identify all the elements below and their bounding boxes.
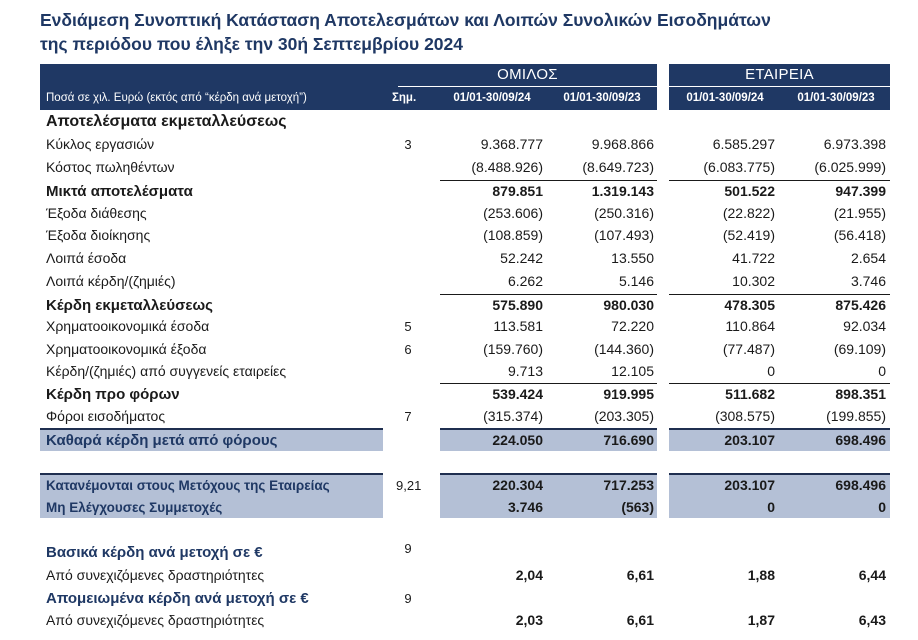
value-company-2024: 6.585.297	[712, 136, 775, 152]
value-company-2023: 947.399	[835, 183, 886, 199]
row-note	[396, 224, 420, 247]
statement-title	[40, 8, 910, 56]
period-header-group-2024: 01/01-30/09/24	[453, 92, 531, 104]
row-note	[396, 156, 420, 179]
row-note	[396, 247, 420, 270]
value-group-2024: (159.760)	[483, 341, 543, 357]
value-group-2023: (250.316)	[594, 205, 654, 221]
row-label: Λοιπά κέρδη/(ζημιές)	[46, 273, 176, 289]
value-company-2023: (6.025.999)	[814, 159, 886, 175]
value-company-2024: 203.107	[724, 477, 775, 493]
table-row	[40, 224, 890, 247]
row-note	[396, 202, 420, 225]
value-group-2024: 224.050	[492, 432, 543, 448]
value-group-2023: 716.690	[603, 432, 654, 448]
value-group-2023: (144.360)	[594, 341, 654, 357]
value-company-2024: 10.302	[732, 273, 775, 289]
value-group-2023: 717.253	[603, 477, 654, 493]
row-label: Χρηματοοικονομικά έξοδα	[46, 341, 207, 357]
value-company-2024: 501.522	[724, 183, 775, 199]
value-group-2023: (203.305)	[594, 408, 654, 424]
eps-basic-heading	[40, 541, 890, 564]
value-company-2024: 1,87	[747, 612, 775, 628]
value-company-2023: 6,44	[858, 567, 886, 583]
period-header-company-2024: 01/01-30/09/24	[686, 92, 764, 104]
value-company-2024: 203.107	[724, 432, 775, 448]
title-line-2: της περιόδου που έληξε την 30ή Σεπτεμβρίου 2024	[40, 34, 463, 54]
value-group-2024: (315.374)	[483, 408, 543, 424]
row-label: Απομειωμένα κέρδη ανά μετοχή σε €	[46, 590, 309, 607]
table-row-net-profit	[40, 429, 890, 452]
value-company-2023: 898.351	[835, 386, 886, 402]
row-label: Από συνεχιζόμενες δραστηριότητες	[46, 567, 265, 583]
value-company-2024: (6.083.775)	[703, 159, 775, 175]
value-company-2023: 3.746	[850, 273, 886, 289]
value-company-2024: (77.487)	[722, 341, 775, 357]
value-group-2024: 220.304	[492, 477, 543, 493]
value-company-2023: (56.418)	[833, 227, 886, 243]
value-group-2023: 6,61	[626, 567, 654, 583]
value-company-2024: 511.682	[725, 386, 775, 402]
value-group-2023: 1.319.143	[591, 183, 654, 199]
row-label: Μικτά αποτελέσματα	[46, 183, 193, 200]
row-note: 3	[404, 137, 412, 152]
table-row-subtotal	[40, 383, 890, 406]
row-label: Μη Ελέγχουσες Συμμετοχές	[46, 500, 223, 515]
value-company-2024: 478.305	[724, 297, 775, 313]
table-row	[40, 202, 890, 225]
value-company-2024: (308.575)	[715, 408, 775, 424]
eps-diluted-heading	[40, 587, 890, 610]
value-company-2023: 875.426	[835, 297, 886, 313]
value-company-2024: 0	[767, 499, 775, 515]
value-company-2023: 0	[878, 499, 886, 515]
table-row-subtotal	[40, 294, 890, 317]
period-header-group-2023: 01/01-30/09/23	[563, 92, 641, 104]
value-company-2023: 6.973.398	[823, 136, 886, 152]
value-group-2024: 9.713	[507, 363, 543, 379]
value-company-2023: 0	[878, 363, 886, 379]
row-note	[396, 429, 420, 452]
value-group-2024: (108.859)	[483, 227, 543, 243]
group-underline	[398, 86, 657, 87]
table-row-non-controlling	[40, 496, 890, 519]
value-company-2023: (21.955)	[833, 205, 886, 221]
table-row	[40, 609, 890, 632]
row-note	[396, 270, 420, 293]
table-row	[40, 315, 890, 338]
row-label: Κέρδη/(ζημιές) από συγγενείς εταιρείες	[46, 363, 287, 379]
title-line-1: Ενδιάμεση Συνοπτική Κατάσταση Αποτελεσμάτων και Λοιπών Συνολικών Εισοδημάτων	[40, 10, 771, 30]
row-note: 9,21	[396, 478, 422, 493]
row-note: 9	[404, 591, 412, 606]
value-group-2024: 575.890	[492, 297, 543, 313]
row-note	[396, 180, 420, 203]
value-group-2024: 2,04	[515, 567, 543, 583]
value-company-2023: (199.855)	[826, 408, 886, 424]
value-group-2024: 539.424	[492, 386, 543, 402]
row-label: Βασικά κέρδη ανά μετοχή σε €	[46, 544, 263, 561]
row-label: Κέρδη προ φόρων	[46, 386, 180, 403]
value-group-2024: 2,03	[515, 612, 543, 628]
period-header-company-2023: 01/01-30/09/23	[797, 92, 875, 104]
row-note	[396, 609, 420, 632]
row-note	[396, 496, 420, 519]
row-note: 7	[404, 409, 412, 424]
table-row	[40, 405, 890, 428]
row-label: Φόροι εισοδήματος	[46, 408, 166, 424]
value-group-2023: (563)	[621, 499, 654, 515]
value-company-2023: 698.496	[835, 477, 886, 493]
row-label: Αποτελέσματα εκμεταλλεύσεως	[46, 113, 287, 130]
value-group-2023: (107.493)	[594, 227, 654, 243]
value-group-2023: 72.220	[611, 318, 654, 334]
table-row-subtotal	[40, 180, 890, 203]
row-label: Από συνεχιζόμενες δραστηριότητες	[46, 612, 265, 628]
value-group-2023: (8.649.723)	[582, 159, 654, 175]
value-group-2024: 52.242	[500, 250, 543, 266]
row-label: Κατανέμονται στους Μετόχους της Εταιρείας	[46, 478, 330, 493]
row-label: Κόστος πωληθέντων	[46, 159, 175, 175]
value-group-2024: 9.368.777	[480, 136, 543, 152]
units-label: Ποσά σε χιλ. Ευρώ (εκτός από “κέρδη ανά μετοχή”)	[46, 92, 307, 104]
value-group-2023: 5.146	[618, 273, 654, 289]
value-group-2024: (8.488.926)	[471, 159, 543, 175]
value-company-2023: (69.109)	[833, 341, 886, 357]
section-operating-results	[40, 110, 890, 133]
value-group-2023: 6,61	[626, 612, 654, 628]
row-note	[396, 564, 420, 587]
table-row	[40, 564, 890, 587]
value-company-2024: (22.822)	[722, 205, 775, 221]
group-column-header: ΟΜΙΛΟΣ	[497, 66, 558, 83]
row-label: Κύκλος εργασιών	[46, 136, 155, 152]
value-group-2024: 879.851	[492, 183, 543, 199]
value-company-2023: 92.034	[843, 318, 886, 334]
row-note: 6	[404, 342, 412, 357]
row-label: Λοιπά έσοδα	[46, 250, 127, 266]
value-company-2024: (52.419)	[722, 227, 775, 243]
row-note	[396, 383, 420, 406]
table-row	[40, 360, 890, 383]
company-underline	[669, 86, 890, 87]
row-label: Χρηματοοικονομικά έσοδα	[46, 318, 210, 334]
table-row	[40, 338, 890, 361]
row-label: Έξοδα διάθεσης	[46, 205, 147, 221]
table-row-attributable-shareholders	[40, 474, 890, 497]
company-column-header: ΕΤΑΙΡΕΙΑ	[745, 66, 814, 83]
table-row	[40, 270, 890, 293]
value-group-2024: 3.746	[507, 499, 543, 515]
row-note	[396, 360, 420, 383]
value-group-2024: 113.581	[493, 318, 543, 334]
note-column-header: Σημ.	[392, 92, 417, 104]
value-group-2024: (253.606)	[483, 205, 543, 221]
value-company-2024: 0	[767, 363, 775, 379]
row-label: Κέρδη εκμεταλλεύσεως	[46, 297, 213, 314]
row-label: Έξοδα διοίκησης	[46, 227, 151, 243]
value-company-2024: 110.864	[725, 318, 775, 334]
value-company-2023: 2.654	[850, 250, 886, 266]
value-company-2023: 6,43	[858, 612, 886, 628]
row-note: 5	[404, 319, 412, 334]
row-label: Καθαρά κέρδη μετά από φόρους	[46, 432, 278, 449]
value-company-2024: 1,88	[747, 567, 775, 583]
table-row	[40, 247, 890, 270]
row-note	[396, 294, 420, 317]
row-note: 9	[404, 541, 412, 556]
value-company-2024: 41.722	[732, 250, 775, 266]
value-group-2023: 980.030	[603, 297, 654, 313]
value-group-2023: 919.995	[603, 386, 654, 402]
value-group-2023: 13.550	[611, 250, 654, 266]
table-row	[40, 156, 890, 179]
value-group-2023: 9.968.866	[591, 136, 654, 152]
value-group-2024: 6.262	[507, 273, 543, 289]
value-group-2023: 12.105	[611, 363, 654, 379]
table-row	[40, 133, 890, 156]
value-company-2023: 698.496	[835, 432, 886, 448]
